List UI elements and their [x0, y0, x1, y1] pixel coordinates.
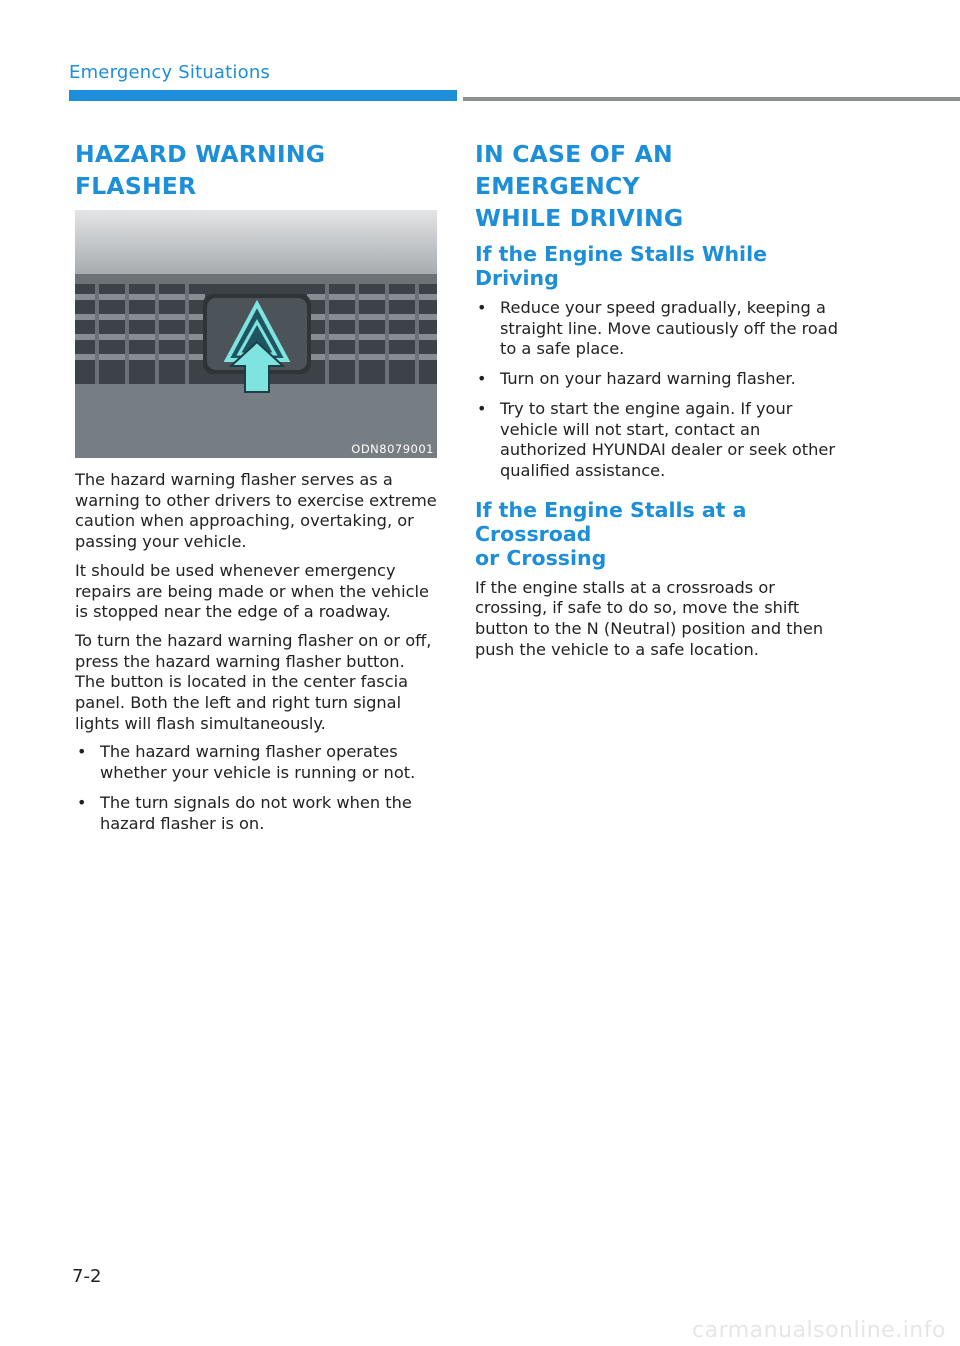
hazard-button-figure [75, 210, 437, 458]
page-number: 7-2 [72, 1266, 102, 1287]
hazard-paragraph-1: The hazard warning flasher serves as a warning to other drivers to exercise extreme caution when approaching, overtaking, or passing your vehicle. [75, 470, 437, 552]
figure-code: ODN8079001 [351, 442, 434, 456]
emergency-section-title-line1: IN CASE OF AN EMERGENCY [475, 140, 673, 200]
hazard-paragraph-3: To turn the hazard warning flasher on or off, press the hazard warning flasher button. The button is located in the center fascia panel. Both the left and right turn signal lights will flash simultaneously. [75, 630, 432, 733]
list-item: • Turn on your hazard warning flasher. [477, 369, 796, 389]
right-column [475, 138, 840, 668]
subsection-title-engine-stalls: If the Engine Stalls While Driving [475, 242, 768, 290]
dashboard-illustration [75, 210, 437, 458]
header-section-title: Emergency Situations [69, 62, 271, 83]
header-blue-bar [69, 90, 457, 101]
list-item: • The turn signals do not work when the hazard flasher is on. [77, 792, 412, 833]
hazard-bullet-list [75, 742, 437, 834]
header-gray-rule [463, 97, 960, 101]
hazard-paragraph-2: It should be used whenever emergency repairs are being made or when the vehicle is stopped near the edge of a roadway. [75, 560, 429, 622]
watermark: carmanualsonline.info [692, 1318, 946, 1343]
list-item: • Try to start the engine again. If your vehicle will not start, contact an authorized HYUNDAI dealer or seek other qualified assistance. [477, 398, 836, 480]
hazard-section-title: HAZARD WARNING FLASHER [75, 140, 326, 200]
list-item: • The hazard warning flasher operates whether your vehicle is running or not. [77, 742, 416, 783]
crossroad-paragraph: If the engine stalls at a crossroads or crossing, if safe to do so, move the shift button to the N (Neutral) position and then push the vehicle to a safe location. [475, 577, 824, 659]
engine-stalls-bullet-list [475, 298, 840, 482]
subsection-title-crossroad-line2: or Crossing [475, 545, 607, 570]
left-column [75, 138, 437, 843]
emergency-section-title-line2: WHILE DRIVING [475, 204, 684, 232]
subsection-title-crossroad-line1: If the Engine Stalls at a Crossroad [475, 497, 747, 546]
list-item: • Reduce your speed gradually, keeping a straight line. Move cautiously off the road to a safe place. [477, 298, 838, 359]
